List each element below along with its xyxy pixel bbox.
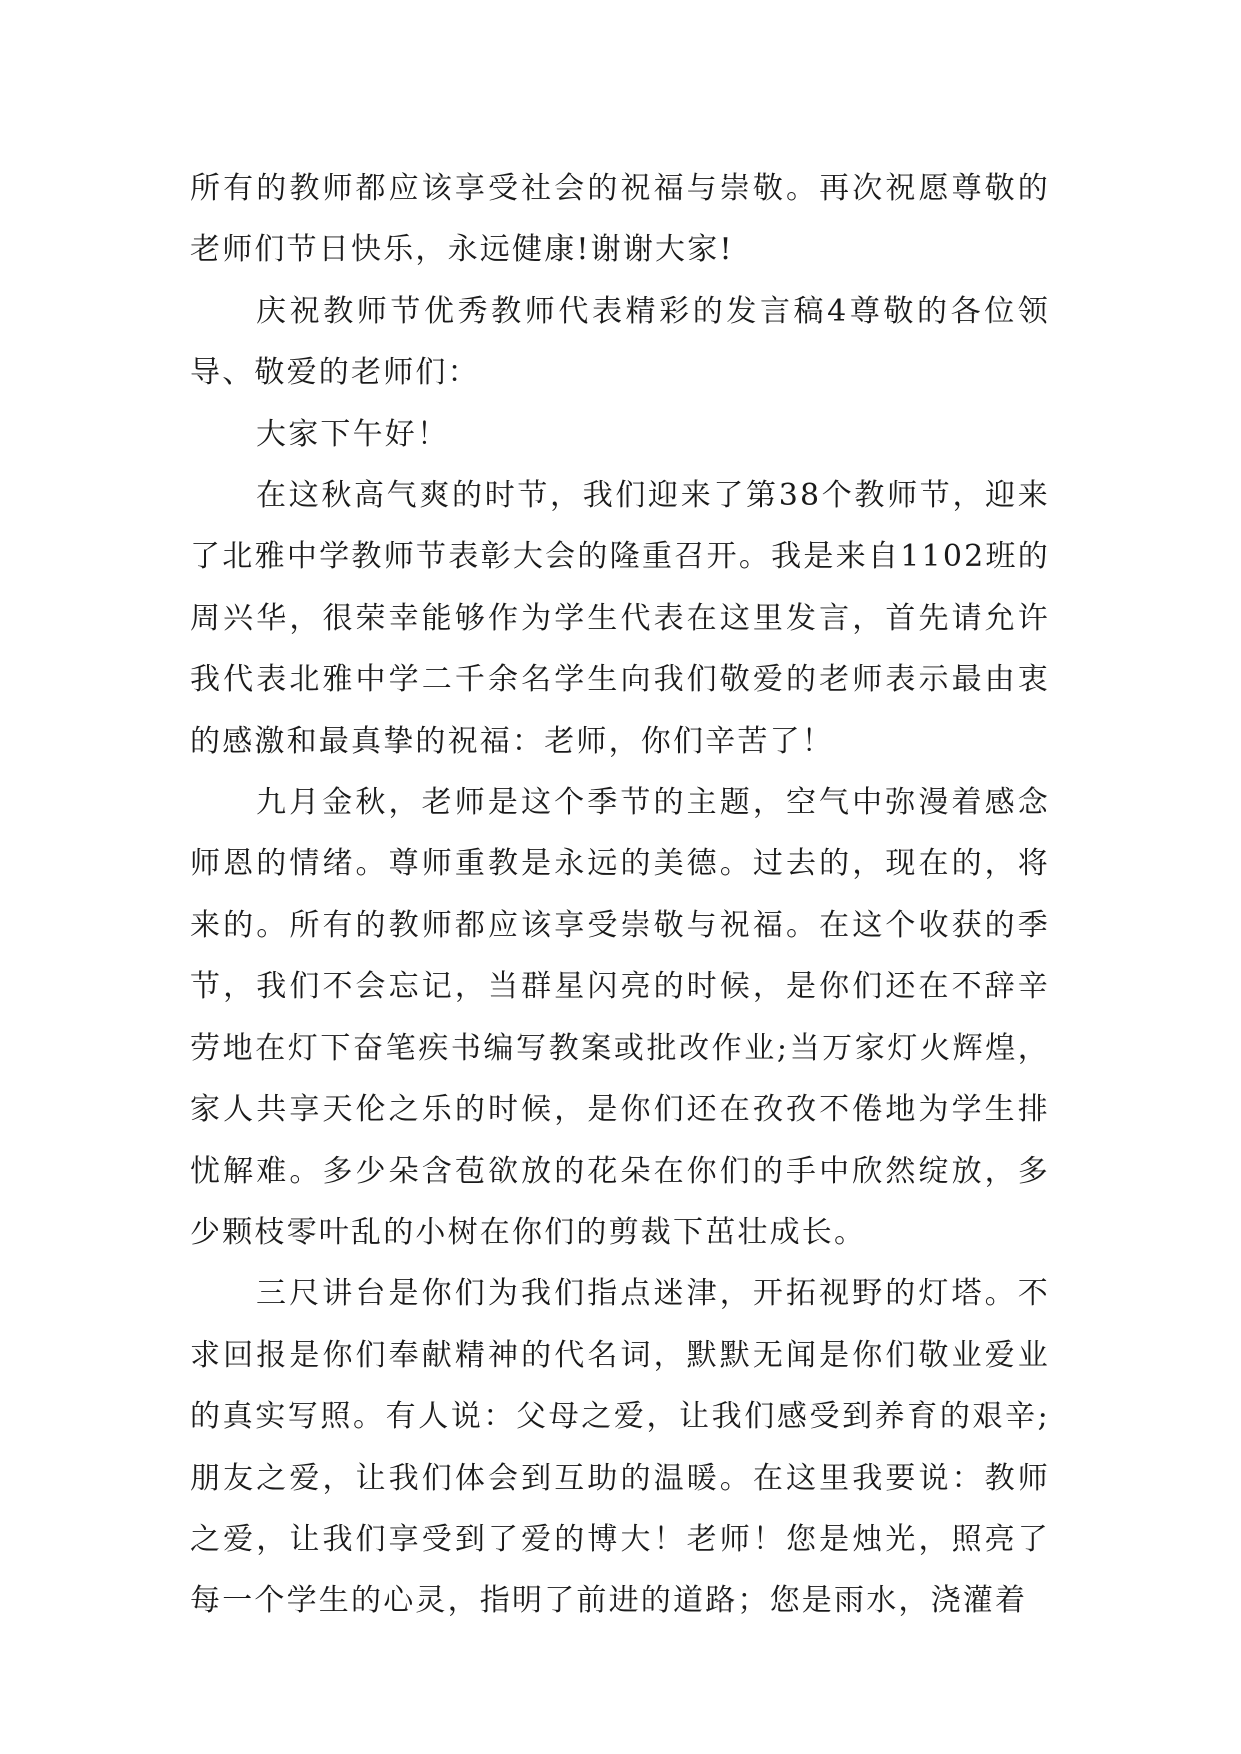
paragraph-september-autumn: 九月金秋，老师是这个季节的主题，空气中弥漫着感念师恩的情绪。尊师重教是永远的美德。过去的，现在的，将来的。所有的教师都应该享受崇敬与祝福。在这个收获的季节，我们不会忘记，当群星闪亮的时候，是你们还在不辞辛劳地在灯下奋笔疾书编写教案或批改作业;当万家灯火辉煌，家人共享天伦之乐的时候，是你们还在孜孜不倦地为学生排忧解难。多少朵含苞欲放的花朵在你们的手中欣然绽放，多少颗枝零叶乱的小树在你们的剪裁下茁壮成长。: [190, 785, 1050, 1250]
paragraph-greeting: 大家下午好！: [256, 416, 450, 452]
paragraph-introduction: 在这秋高气爽的时节，我们迎来了第38个教师节，迎来了北雅中学教师节表彰大会的隆重召开。我是来自1102班的周兴华，很荣幸能够作为学生代表在这里发言，首先请允许我代表北雅中学二千余名学生向我们敬爱的老师表示最由衷的感激和最真挚的祝福：老师，你们辛苦了！: [190, 478, 1050, 759]
paragraph-podium-lighthouse: 三尺讲台是你们为我们指点迷津，开拓视野的灯塔。不求回报是你们奉献精神的代名词，默默无闻是你们敬业爱业的真实写照。有人说：父母之爱，让我们感受到养育的艰辛;朋友之爱，让我们体会到互助的温暖。在这里我要说：教师之爱，让我们享受到了爱的博大！老师！您是烛光，照亮了每一个学生的心灵，指明了前进的道路；您是雨水，浇灌着: [190, 1276, 1050, 1619]
document-body: [190, 158, 1050, 1632]
paragraph-speech-title: 庆祝教师节优秀教师代表精彩的发言稿4尊敬的各位领导、敬爱的老师们：: [190, 293, 1050, 391]
paragraph-closing-wishes: 所有的教师都应该享受社会的祝福与崇敬。再次祝愿尊敬的老师们节日快乐，永远健康!谢谢大家!: [190, 171, 1050, 268]
